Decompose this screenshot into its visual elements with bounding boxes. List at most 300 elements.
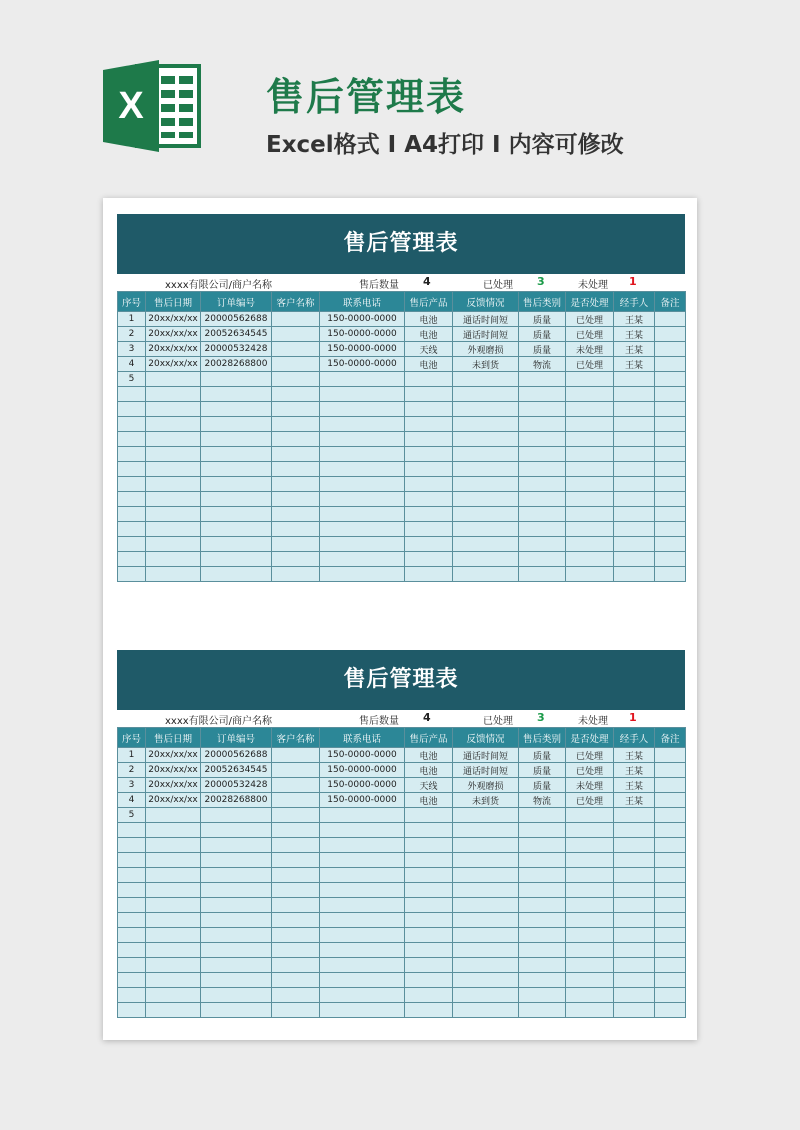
empty-cell[interactable] xyxy=(272,883,320,898)
empty-cell[interactable] xyxy=(655,552,686,567)
empty-cell[interactable] xyxy=(118,417,146,432)
empty-cell[interactable] xyxy=(655,1003,686,1018)
empty-cell[interactable] xyxy=(655,432,686,447)
table-cell[interactable] xyxy=(655,372,686,387)
table-cell[interactable]: 150-0000-0000 xyxy=(320,342,405,357)
empty-cell[interactable] xyxy=(146,973,201,988)
empty-cell[interactable] xyxy=(614,1003,655,1018)
table-cell[interactable]: 电池 xyxy=(405,327,453,342)
empty-cell[interactable] xyxy=(201,552,272,567)
table-cell[interactable] xyxy=(146,808,201,823)
empty-cell[interactable] xyxy=(566,913,614,928)
table-cell[interactable]: 电池 xyxy=(405,312,453,327)
empty-cell[interactable] xyxy=(320,417,405,432)
empty-cell[interactable] xyxy=(320,868,405,883)
empty-cell[interactable] xyxy=(405,943,453,958)
empty-cell[interactable] xyxy=(453,492,519,507)
empty-cell[interactable] xyxy=(519,838,566,853)
empty-cell[interactable] xyxy=(405,522,453,537)
empty-cell[interactable] xyxy=(519,898,566,913)
table-cell[interactable] xyxy=(272,778,320,793)
empty-cell[interactable] xyxy=(519,477,566,492)
empty-cell[interactable] xyxy=(453,567,519,582)
empty-cell[interactable] xyxy=(272,417,320,432)
empty-cell[interactable] xyxy=(118,838,146,853)
empty-cell[interactable] xyxy=(453,823,519,838)
table-cell[interactable]: 20xx/xx/xx xyxy=(146,312,201,327)
empty-cell[interactable] xyxy=(566,432,614,447)
empty-cell[interactable] xyxy=(146,417,201,432)
empty-cell[interactable] xyxy=(614,402,655,417)
table-cell[interactable] xyxy=(655,748,686,763)
empty-cell[interactable] xyxy=(614,417,655,432)
empty-cell[interactable] xyxy=(146,492,201,507)
table-cell[interactable]: 150-0000-0000 xyxy=(320,763,405,778)
empty-cell[interactable] xyxy=(272,988,320,1003)
empty-cell[interactable] xyxy=(519,883,566,898)
empty-cell[interactable] xyxy=(566,823,614,838)
empty-cell[interactable] xyxy=(201,462,272,477)
empty-cell[interactable] xyxy=(320,988,405,1003)
table-cell[interactable]: 已处理 xyxy=(566,748,614,763)
empty-cell[interactable] xyxy=(519,988,566,1003)
table-cell[interactable]: 已处理 xyxy=(566,793,614,808)
empty-cell[interactable] xyxy=(453,432,519,447)
empty-cell[interactable] xyxy=(320,838,405,853)
table-cell[interactable]: 20xx/xx/xx xyxy=(146,342,201,357)
table-cell[interactable]: 王某 xyxy=(614,312,655,327)
empty-cell[interactable] xyxy=(655,567,686,582)
empty-cell[interactable] xyxy=(453,928,519,943)
empty-cell[interactable] xyxy=(320,943,405,958)
table-cell[interactable]: 质量 xyxy=(519,327,566,342)
empty-cell[interactable] xyxy=(320,1003,405,1018)
table-cell[interactable]: 王某 xyxy=(614,748,655,763)
table-cell[interactable]: 电池 xyxy=(405,748,453,763)
empty-cell[interactable] xyxy=(453,973,519,988)
table-cell[interactable]: 20000532428 xyxy=(201,778,272,793)
table-cell[interactable]: 20000562688 xyxy=(201,748,272,763)
empty-cell[interactable] xyxy=(405,1003,453,1018)
empty-cell[interactable] xyxy=(405,537,453,552)
empty-cell[interactable] xyxy=(146,402,201,417)
table-cell[interactable] xyxy=(201,808,272,823)
empty-cell[interactable] xyxy=(118,853,146,868)
empty-cell[interactable] xyxy=(146,988,201,1003)
empty-cell[interactable] xyxy=(453,477,519,492)
empty-cell[interactable] xyxy=(405,507,453,522)
empty-cell[interactable] xyxy=(566,868,614,883)
empty-cell[interactable] xyxy=(272,567,320,582)
empty-cell[interactable] xyxy=(453,507,519,522)
empty-cell[interactable] xyxy=(453,958,519,973)
empty-cell[interactable] xyxy=(320,552,405,567)
table-cell[interactable]: 物流 xyxy=(519,793,566,808)
table-cell[interactable] xyxy=(272,357,320,372)
empty-cell[interactable] xyxy=(320,477,405,492)
empty-cell[interactable] xyxy=(146,387,201,402)
empty-cell[interactable] xyxy=(118,402,146,417)
empty-cell[interactable] xyxy=(118,507,146,522)
empty-cell[interactable] xyxy=(453,868,519,883)
table-cell[interactable]: 质量 xyxy=(519,778,566,793)
empty-cell[interactable] xyxy=(201,477,272,492)
empty-cell[interactable] xyxy=(118,567,146,582)
empty-cell[interactable] xyxy=(201,883,272,898)
empty-cell[interactable] xyxy=(201,567,272,582)
table-cell[interactable]: 150-0000-0000 xyxy=(320,748,405,763)
table-cell[interactable]: 已处理 xyxy=(566,763,614,778)
empty-cell[interactable] xyxy=(201,853,272,868)
empty-cell[interactable] xyxy=(272,868,320,883)
empty-cell[interactable] xyxy=(405,462,453,477)
empty-cell[interactable] xyxy=(519,823,566,838)
empty-cell[interactable] xyxy=(201,432,272,447)
table-cell[interactable]: 20xx/xx/xx xyxy=(146,748,201,763)
empty-cell[interactable] xyxy=(519,943,566,958)
empty-cell[interactable] xyxy=(566,567,614,582)
table-cell[interactable]: 20052634545 xyxy=(201,327,272,342)
table-cell[interactable] xyxy=(566,808,614,823)
table-cell[interactable] xyxy=(272,763,320,778)
table-cell[interactable] xyxy=(405,372,453,387)
table-cell[interactable]: 20000562688 xyxy=(201,312,272,327)
empty-cell[interactable] xyxy=(614,958,655,973)
empty-cell[interactable] xyxy=(405,477,453,492)
empty-cell[interactable] xyxy=(566,552,614,567)
empty-cell[interactable] xyxy=(453,552,519,567)
empty-cell[interactable] xyxy=(405,387,453,402)
empty-cell[interactable] xyxy=(272,898,320,913)
empty-cell[interactable] xyxy=(320,402,405,417)
table-cell[interactable]: 150-0000-0000 xyxy=(320,778,405,793)
empty-cell[interactable] xyxy=(272,477,320,492)
empty-cell[interactable] xyxy=(118,522,146,537)
empty-cell[interactable] xyxy=(566,943,614,958)
empty-cell[interactable] xyxy=(655,868,686,883)
empty-cell[interactable] xyxy=(405,838,453,853)
empty-cell[interactable] xyxy=(566,492,614,507)
empty-cell[interactable] xyxy=(320,507,405,522)
empty-cell[interactable] xyxy=(519,432,566,447)
empty-cell[interactable] xyxy=(405,402,453,417)
empty-cell[interactable] xyxy=(614,898,655,913)
empty-cell[interactable] xyxy=(453,462,519,477)
empty-cell[interactable] xyxy=(272,537,320,552)
table-cell[interactable] xyxy=(655,778,686,793)
empty-cell[interactable] xyxy=(519,958,566,973)
table-cell[interactable]: 已处理 xyxy=(566,357,614,372)
empty-cell[interactable] xyxy=(118,958,146,973)
table-cell[interactable]: 20xx/xx/xx xyxy=(146,793,201,808)
empty-cell[interactable] xyxy=(655,537,686,552)
empty-cell[interactable] xyxy=(655,492,686,507)
empty-cell[interactable] xyxy=(614,447,655,462)
empty-cell[interactable] xyxy=(453,838,519,853)
table-cell[interactable]: 20xx/xx/xx xyxy=(146,357,201,372)
table-cell[interactable] xyxy=(614,808,655,823)
empty-cell[interactable] xyxy=(566,387,614,402)
empty-cell[interactable] xyxy=(272,943,320,958)
empty-cell[interactable] xyxy=(146,853,201,868)
empty-cell[interactable] xyxy=(272,823,320,838)
empty-cell[interactable] xyxy=(453,447,519,462)
empty-cell[interactable] xyxy=(655,973,686,988)
empty-cell[interactable] xyxy=(118,537,146,552)
table-cell[interactable] xyxy=(519,372,566,387)
empty-cell[interactable] xyxy=(146,868,201,883)
empty-cell[interactable] xyxy=(614,567,655,582)
empty-cell[interactable] xyxy=(405,898,453,913)
empty-cell[interactable] xyxy=(118,387,146,402)
empty-cell[interactable] xyxy=(272,522,320,537)
empty-cell[interactable] xyxy=(566,883,614,898)
empty-cell[interactable] xyxy=(118,477,146,492)
empty-cell[interactable] xyxy=(320,492,405,507)
empty-cell[interactable] xyxy=(614,492,655,507)
table-cell[interactable] xyxy=(614,372,655,387)
empty-cell[interactable] xyxy=(566,853,614,868)
empty-cell[interactable] xyxy=(272,387,320,402)
empty-cell[interactable] xyxy=(320,958,405,973)
empty-cell[interactable] xyxy=(320,567,405,582)
empty-cell[interactable] xyxy=(272,913,320,928)
empty-cell[interactable] xyxy=(201,868,272,883)
empty-cell[interactable] xyxy=(320,537,405,552)
table-cell[interactable] xyxy=(453,808,519,823)
empty-cell[interactable] xyxy=(655,462,686,477)
table-cell[interactable]: 未处理 xyxy=(566,778,614,793)
empty-cell[interactable] xyxy=(655,988,686,1003)
table-cell[interactable]: 未到货 xyxy=(453,793,519,808)
empty-cell[interactable] xyxy=(405,823,453,838)
empty-cell[interactable] xyxy=(519,913,566,928)
table-cell[interactable]: 4 xyxy=(118,357,146,372)
table-cell[interactable] xyxy=(655,793,686,808)
table-cell[interactable]: 已处理 xyxy=(566,327,614,342)
empty-cell[interactable] xyxy=(118,913,146,928)
empty-cell[interactable] xyxy=(320,462,405,477)
table-cell[interactable] xyxy=(519,808,566,823)
empty-cell[interactable] xyxy=(201,988,272,1003)
empty-cell[interactable] xyxy=(614,868,655,883)
empty-cell[interactable] xyxy=(320,823,405,838)
empty-cell[interactable] xyxy=(201,838,272,853)
empty-cell[interactable] xyxy=(146,1003,201,1018)
empty-cell[interactable] xyxy=(453,943,519,958)
table-cell[interactable]: 150-0000-0000 xyxy=(320,312,405,327)
empty-cell[interactable] xyxy=(453,988,519,1003)
empty-cell[interactable] xyxy=(655,522,686,537)
empty-cell[interactable] xyxy=(614,537,655,552)
empty-cell[interactable] xyxy=(201,522,272,537)
empty-cell[interactable] xyxy=(614,988,655,1003)
empty-cell[interactable] xyxy=(118,943,146,958)
empty-cell[interactable] xyxy=(655,417,686,432)
table-cell[interactable]: 质量 xyxy=(519,342,566,357)
empty-cell[interactable] xyxy=(272,447,320,462)
table-cell[interactable] xyxy=(272,342,320,357)
empty-cell[interactable] xyxy=(201,507,272,522)
empty-cell[interactable] xyxy=(614,973,655,988)
empty-cell[interactable] xyxy=(146,537,201,552)
empty-cell[interactable] xyxy=(201,913,272,928)
empty-cell[interactable] xyxy=(201,387,272,402)
empty-cell[interactable] xyxy=(146,958,201,973)
empty-cell[interactable] xyxy=(566,417,614,432)
empty-cell[interactable] xyxy=(118,462,146,477)
empty-cell[interactable] xyxy=(519,522,566,537)
empty-cell[interactable] xyxy=(201,417,272,432)
table-cell[interactable]: 外观磨损 xyxy=(453,342,519,357)
empty-cell[interactable] xyxy=(146,913,201,928)
table-cell[interactable] xyxy=(272,372,320,387)
empty-cell[interactable] xyxy=(453,537,519,552)
table-cell[interactable]: 通话时间短 xyxy=(453,763,519,778)
empty-cell[interactable] xyxy=(405,417,453,432)
empty-cell[interactable] xyxy=(320,898,405,913)
empty-cell[interactable] xyxy=(320,913,405,928)
table-cell[interactable]: 1 xyxy=(118,748,146,763)
table-cell[interactable] xyxy=(655,327,686,342)
empty-cell[interactable] xyxy=(405,853,453,868)
table-cell[interactable]: 王某 xyxy=(614,342,655,357)
table-cell[interactable] xyxy=(272,793,320,808)
empty-cell[interactable] xyxy=(118,973,146,988)
empty-cell[interactable] xyxy=(453,387,519,402)
table-cell[interactable]: 王某 xyxy=(614,357,655,372)
table-cell[interactable]: 通话时间短 xyxy=(453,312,519,327)
empty-cell[interactable] xyxy=(614,552,655,567)
table-cell[interactable]: 外观磨损 xyxy=(453,778,519,793)
empty-cell[interactable] xyxy=(146,477,201,492)
table-cell[interactable]: 20xx/xx/xx xyxy=(146,763,201,778)
empty-cell[interactable] xyxy=(272,853,320,868)
table-cell[interactable]: 150-0000-0000 xyxy=(320,357,405,372)
table-cell[interactable]: 通话时间短 xyxy=(453,327,519,342)
empty-cell[interactable] xyxy=(272,1003,320,1018)
empty-cell[interactable] xyxy=(519,447,566,462)
empty-cell[interactable] xyxy=(272,432,320,447)
empty-cell[interactable] xyxy=(566,507,614,522)
table-cell[interactable] xyxy=(320,372,405,387)
empty-cell[interactable] xyxy=(519,868,566,883)
empty-cell[interactable] xyxy=(519,402,566,417)
table-cell[interactable] xyxy=(272,808,320,823)
empty-cell[interactable] xyxy=(566,462,614,477)
table-cell[interactable]: 质量 xyxy=(519,312,566,327)
empty-cell[interactable] xyxy=(519,928,566,943)
empty-cell[interactable] xyxy=(201,943,272,958)
empty-cell[interactable] xyxy=(453,417,519,432)
empty-cell[interactable] xyxy=(614,943,655,958)
table-cell[interactable]: 未到货 xyxy=(453,357,519,372)
empty-cell[interactable] xyxy=(201,928,272,943)
table-cell[interactable]: 20052634545 xyxy=(201,763,272,778)
empty-cell[interactable] xyxy=(655,943,686,958)
empty-cell[interactable] xyxy=(146,432,201,447)
empty-cell[interactable] xyxy=(655,823,686,838)
empty-cell[interactable] xyxy=(320,883,405,898)
empty-cell[interactable] xyxy=(453,402,519,417)
empty-cell[interactable] xyxy=(272,402,320,417)
table-cell[interactable]: 电池 xyxy=(405,763,453,778)
table-cell[interactable]: 20028268800 xyxy=(201,357,272,372)
empty-cell[interactable] xyxy=(146,928,201,943)
table-cell[interactable]: 王某 xyxy=(614,327,655,342)
empty-cell[interactable] xyxy=(655,402,686,417)
empty-cell[interactable] xyxy=(405,928,453,943)
empty-cell[interactable] xyxy=(519,492,566,507)
table-cell[interactable]: 20xx/xx/xx xyxy=(146,327,201,342)
empty-cell[interactable] xyxy=(320,973,405,988)
empty-cell[interactable] xyxy=(453,883,519,898)
empty-cell[interactable] xyxy=(655,958,686,973)
empty-cell[interactable] xyxy=(453,522,519,537)
empty-cell[interactable] xyxy=(519,853,566,868)
table-cell[interactable]: 王某 xyxy=(614,763,655,778)
empty-cell[interactable] xyxy=(146,567,201,582)
table-cell[interactable]: 电池 xyxy=(405,357,453,372)
empty-cell[interactable] xyxy=(614,838,655,853)
empty-cell[interactable] xyxy=(655,853,686,868)
empty-cell[interactable] xyxy=(201,492,272,507)
empty-cell[interactable] xyxy=(405,913,453,928)
table-cell[interactable]: 质量 xyxy=(519,748,566,763)
empty-cell[interactable] xyxy=(614,883,655,898)
empty-cell[interactable] xyxy=(614,522,655,537)
empty-cell[interactable] xyxy=(146,823,201,838)
table-cell[interactable]: 天线 xyxy=(405,778,453,793)
empty-cell[interactable] xyxy=(655,928,686,943)
empty-cell[interactable] xyxy=(146,447,201,462)
table-cell[interactable]: 通话时间短 xyxy=(453,748,519,763)
table-cell[interactable] xyxy=(201,372,272,387)
empty-cell[interactable] xyxy=(146,898,201,913)
empty-cell[interactable] xyxy=(201,537,272,552)
empty-cell[interactable] xyxy=(453,898,519,913)
empty-cell[interactable] xyxy=(201,447,272,462)
empty-cell[interactable] xyxy=(566,988,614,1003)
empty-cell[interactable] xyxy=(614,928,655,943)
empty-cell[interactable] xyxy=(566,537,614,552)
empty-cell[interactable] xyxy=(146,507,201,522)
empty-cell[interactable] xyxy=(655,838,686,853)
table-cell[interactable] xyxy=(146,372,201,387)
empty-cell[interactable] xyxy=(146,462,201,477)
empty-cell[interactable] xyxy=(405,868,453,883)
table-cell[interactable]: 4 xyxy=(118,793,146,808)
empty-cell[interactable] xyxy=(614,853,655,868)
empty-cell[interactable] xyxy=(320,928,405,943)
empty-cell[interactable] xyxy=(272,552,320,567)
empty-cell[interactable] xyxy=(118,928,146,943)
empty-cell[interactable] xyxy=(519,1003,566,1018)
table-cell[interactable]: 2 xyxy=(118,763,146,778)
empty-cell[interactable] xyxy=(655,477,686,492)
empty-cell[interactable] xyxy=(405,447,453,462)
table-cell[interactable] xyxy=(566,372,614,387)
empty-cell[interactable] xyxy=(614,507,655,522)
empty-cell[interactable] xyxy=(655,447,686,462)
table-cell[interactable]: 未处理 xyxy=(566,342,614,357)
empty-cell[interactable] xyxy=(453,1003,519,1018)
empty-cell[interactable] xyxy=(405,988,453,1003)
empty-cell[interactable] xyxy=(146,522,201,537)
empty-cell[interactable] xyxy=(320,522,405,537)
empty-cell[interactable] xyxy=(405,552,453,567)
empty-cell[interactable] xyxy=(118,823,146,838)
